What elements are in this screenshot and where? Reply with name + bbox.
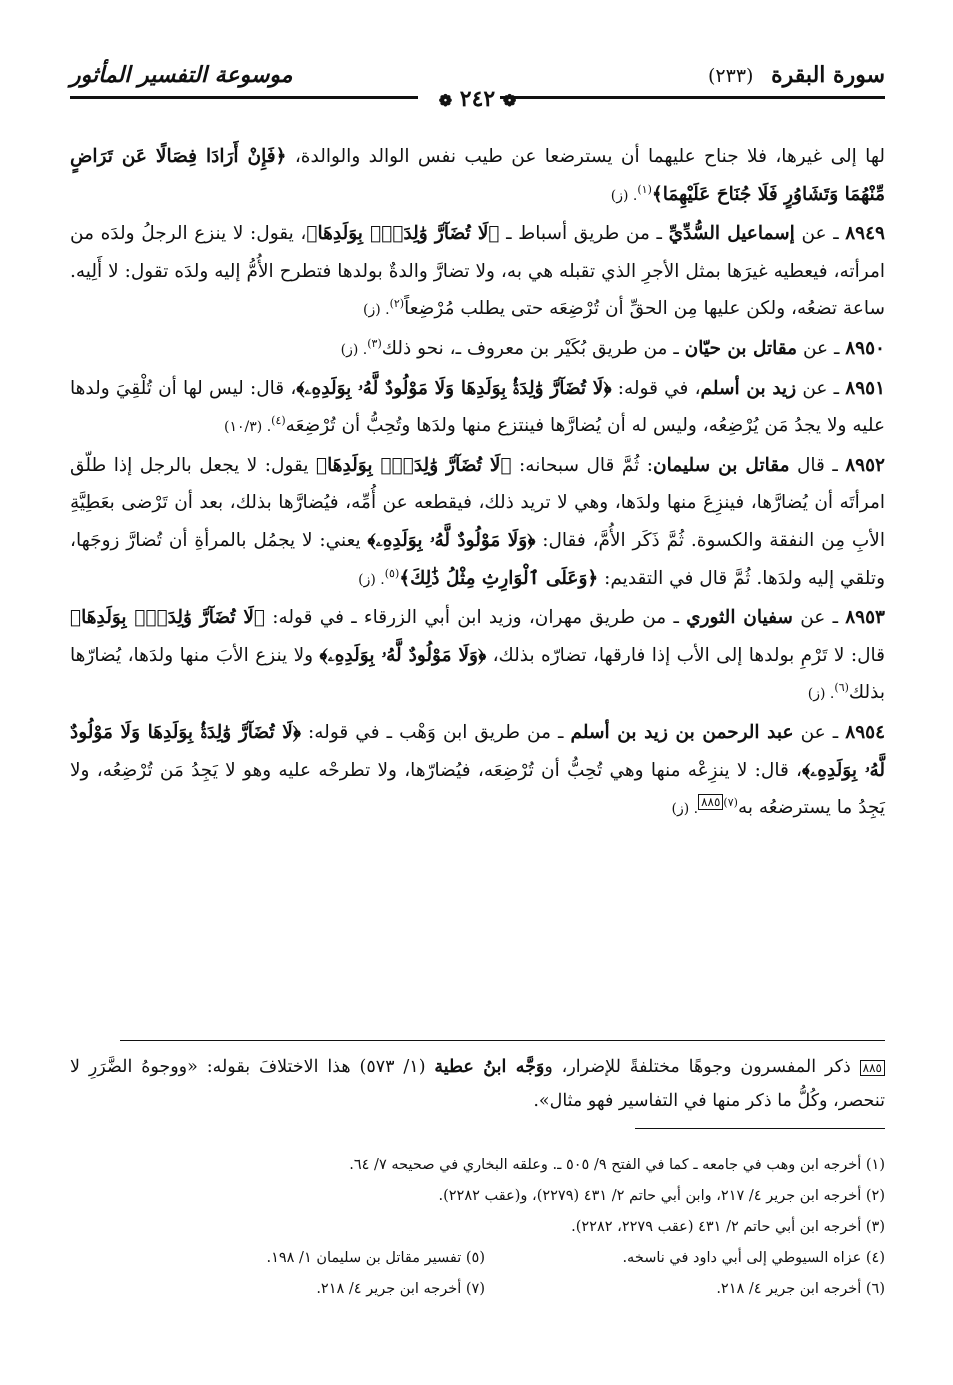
narrator-name: إسماعيل السُّدِّيِّ (668, 223, 795, 245)
footnote-2: (٢) أخرجه ابن جرير ٤/ ٢١٧، وابن أبي حاتم ٢/ ٤٣١ (٢٢٧٩)، و(عقب ٢٢٨٢). (438, 1188, 885, 1204)
quran-verse: ﴿وَعَلَى ٱلْوَارِثِ مِثْلُ ذَٰلِكَ﴾ (399, 567, 599, 589)
entry-8949: ٨٩٤٩ ـ عن إسماعيل السُّدِّيِّ ـ من طريق أسباط ـ ﴿لَا تُضَآرَّ وَٰلِدَةُۢ بِوَلَدِهَا﴾، يقول: لا ينزع الرجلُ ولدَه من امرأته، فيعطيه غيرَها بمثل الأجرِ الذي تقبله هي به، ولا تضارَّ والدةٌ بولدها فتطرح الأُمُّ إليه ولدَه تقول: لا أَلِيه. ساعة تضعُه، ولكن عليها مِن الحقِّ أن تُرْضِعَه حتى يطلب مُرْضِعاً$^{(٢)}$. (ز) (70, 223, 885, 320)
quran-verse: ﴿لَا تُضَآرَّ وَٰلِدَةُۢ بِوَلَدِهَا﴾ (70, 607, 265, 629)
footnote-ref: (٧) (723, 795, 738, 809)
commentary-divider (120, 1040, 885, 1041)
entry-continuation: لها إلى غيرها، فلا جناح عليهما أن يسترضعا عن طيب نفس الوالد والوالدة، ﴿فَإِنْ أَرَادَا فِصَالًا عَن تَرَاضٍ مِّنْهُمَا وَتَشَاوُرٍ فَلَا جُنَاحَ عَلَيْهِمَا﴾$^{(١)}$. (ز) (70, 146, 885, 205)
entry-number: ٨٩٥٢ (845, 454, 885, 476)
footnote-ref: (٤) (271, 414, 286, 427)
commentary-box-number: ٨٨٥ (860, 1060, 885, 1076)
entry-8951: ٨٩٥١ ـ عن زيد بن أسلم، في قوله: ﴿لَا تُضَآرَّ وَٰلِدَةُۢ بِوَلَدِهَا وَلَا مَوْلُودٌ لَّهُۥ بِوَلَدِهِۦ﴾، قال: ليس لها أن تُلْقِيَ ولدها عليه ولا يجدُ مَن يُرْضِعُه، وليس له أن يُضارَّها فينتزع منها ولدَها وتُحِبُّ أن تُرْضِعَه$^{(٤)}$. (١٠/٣) (70, 377, 886, 437)
grade-code: . (ز) (807, 686, 835, 703)
grade-code: . (ز) (340, 341, 368, 358)
entry-8953: ٨٩٥٣ ـ عن سفيان الثوري ـ من طريق مهران، وزيد ابن أبي الزرقاء ـ في قوله: ﴿لَا تُضَآرَّ وَٰلِدَةُۢ بِوَلَدِهَا﴾ قال: لا تَرْمِ بولدها إلى الأب إذا فارقها، تضارّه بذلك، ﴿وَلَا مَوْلُودٌ لَّهُۥ بِوَلَدِهِۦ﴾ ولا ينزع الأبَ منها ولدَها، يُضارّها بذلك$^{(٦)}$. (ز) (70, 607, 885, 704)
quran-verse: ﴿لَا تُضَآرَّ وَٰلِدَةُۢ بِوَلَدِهَا وَلَا مَوْلُودٌ لَّهُۥ بِوَلَدِهِۦ﴾ (70, 721, 886, 781)
header-rule-left (70, 96, 418, 99)
quran-verse: ﴿وَلَا مَوْلُودٌ لَّهُۥ بِوَلَدِهِۦ﴾ (367, 529, 536, 551)
entry-number: ٨٩٥١ (845, 377, 886, 399)
running-header-surah (708, 62, 885, 88)
grade-code: . (ز) (358, 571, 385, 588)
footnote-7: (٧) أخرجه ابن جرير ٤/ ٢١٨. (316, 1281, 485, 1297)
narrator-name: مقاتل بن حيّان (684, 337, 798, 359)
grade-code: . (ز) (671, 801, 699, 818)
footnote-ref: (١) (637, 182, 652, 196)
footnote-divider (635, 1128, 885, 1129)
entry-number: ٨٩٥٤ (845, 721, 886, 743)
entry-8952: ٨٩٥٢ ـ قال مقاتل بن سليمان: ثُمَّ قال سبحانه: ﴿لَا تُضَآرَّ وَٰلِدَةُۢ بِوَلَدِهَا﴾ يقول: لا يجعل بالرجل إذا طلّق امرأتَه أن يُضارَّها، فينزِعَ منها ولدَها، وهي لا تريد ذلك، فيقطعه عن أُمِّه، فيُضارَّها بذلك، بعد أن تَرْضى بعَطِيَّةِ الأبِ مِن النفقة والكسوة. ثُمَّ ذَكَر الأُمَّ، فقال: ﴿وَلَا مَوْلُودٌ لَّهُۥ بِوَلَدِهِۦ﴾ يعني: لا يجمُل بالمرأةِ أن تُضارَّ زوجَها، وتلقي إليه ولدَها. ثُمَّ قال في التقديم: ﴿وَعَلَى ٱلْوَارِثِ مِثْلُ ذَٰلِكَ﴾$^{(٥)}$. (ز) (70, 454, 885, 589)
footnote-ref: (٥) (384, 566, 400, 580)
page-number: ❁ ٢٤٢ ❁ (438, 86, 517, 112)
grade-code: . (ز) (362, 302, 390, 319)
footnote-5: (٥) تفسير مقاتل بن سليمان ١/ ١٩٨. (266, 1250, 485, 1266)
footnote-ref: (٣) (367, 336, 382, 350)
quran-verse: ﴿لَا تُضَآرَّ وَٰلِدَةُۢ بِوَلَدِهَا﴾ (315, 454, 512, 476)
entry-8950: ٨٩٥٠ ـ عن مقاتل بن حيّان ـ من طريق بُكَيْر بن معروف ـ، نحو ذلك$^{(٣)}$. (ز) (340, 336, 885, 359)
narrator-name: مقاتل بن سليمان (653, 454, 790, 476)
entry-number: ٨٩٥٠ (845, 337, 885, 359)
book-title: موسوعة التفسير المأثور (70, 62, 293, 88)
verse-number: (٢٣٣) (708, 65, 754, 87)
ornament-icon: ❁ (438, 91, 453, 110)
footnotes (70, 1150, 885, 1305)
grade-code: . (١٠/٣) (224, 419, 272, 436)
main-text (70, 138, 885, 829)
narrator-name: زيد بن أسلم (700, 377, 797, 399)
page-header (70, 62, 885, 122)
footnote-row (70, 1243, 885, 1274)
footnote-4: (٤) عزاه السيوطي إلى أبي داود في ناسخه. (622, 1250, 885, 1266)
quran-verse: ﴿فَإِنْ أَرَادَا فِصَالًا عَن تَرَاضٍ مِّنْهُمَا وَتَشَاوُرٍ فَلَا جُنَاحَ عَلَيْهِمَا﴾ (70, 146, 885, 205)
footnote-ref: (٢) (389, 297, 405, 311)
commentary-note: ٨٨٥ ذكر المفسرون وجوهًا مختلفةً للإضرار، ووَجَّه ابنُ عطية (١/ ٥٧٣) هذا الاختلافَ بقوله: «ووجوهُ الضَّرَرِ لا تنحصر، وكُلُّ ما ذكر منها في التفاسير فهو مثال». (70, 1057, 885, 1111)
quran-verse: ﴿لَا تُضَآرَّ وَٰلِدَةُۢ بِوَلَدِهَا وَلَا مَوْلُودٌ لَّهُۥ بِوَلَدِهِۦ﴾ (296, 377, 612, 399)
footnote-ref: (٦) (834, 681, 849, 695)
footnote-1: (١) أخرجه ابن وهب في جامعه ـ كما في الفتح ٩/ ٥٠٥ ـ. وعلقه البخاري في صحيحه ٧/ ٦٤. (349, 1157, 885, 1173)
footnote-row (70, 1274, 885, 1305)
commentary-author: وَجَّه ابنُ عطية (434, 1057, 545, 1077)
narrator-name: عبد الرحمن بن زيد بن أسلم (570, 721, 794, 743)
quran-verse: ﴿وَلَا مَوْلُودٌ لَّهُۥ بِوَلَدِهِۦ﴾ (319, 644, 487, 666)
quran-verse: ﴿لَا تُضَآرَّ وَٰلِدَةُۢ بِوَلَدِهَا﴾ (306, 223, 500, 245)
commentary-ref-box: ٨٨٥ (698, 794, 723, 810)
ornament-icon: ❁ (502, 91, 517, 110)
header-rule-right (500, 96, 885, 99)
narrator-name: سفيان الثوري (686, 607, 793, 629)
entry-number: ٨٩٤٩ (845, 223, 885, 245)
footnote-3: (٣) أخرجه ابن أبي حاتم ٢/ ٤٣١ (عقب ٢٢٧٩، ٢٢٨٢). (571, 1219, 885, 1235)
surah-title: سورة البقرة (771, 62, 885, 88)
entry-number: ٨٩٥٣ (845, 607, 885, 629)
entry-8954: ٨٩٥٤ ـ عن عبد الرحمن بن زيد بن أسلم ـ من طريق ابن وَهْب ـ في قوله: ﴿لَا تُضَآرَّ وَٰلِدَةُۢ بِوَلَدِهَا وَلَا مَوْلُودٌ لَّهُۥ بِوَلَدِهِۦ﴾، قال: لا ينزِعْه منها وهي تُحِبُّ أن تُرْضِعَه، فيُضارّها، ولا تطرحْه عليه وهو لا يَجِدُ مَن تُرْضِعُه، ولا يَجِدُ ما يسترضعُه به$^{(٧)٨٨٥}$. (ز) (70, 721, 886, 819)
footnote-6: (٦) أخرجه ابن جرير ٤/ ٢١٨. (716, 1281, 885, 1297)
grade-code: . (ز) (610, 187, 638, 204)
